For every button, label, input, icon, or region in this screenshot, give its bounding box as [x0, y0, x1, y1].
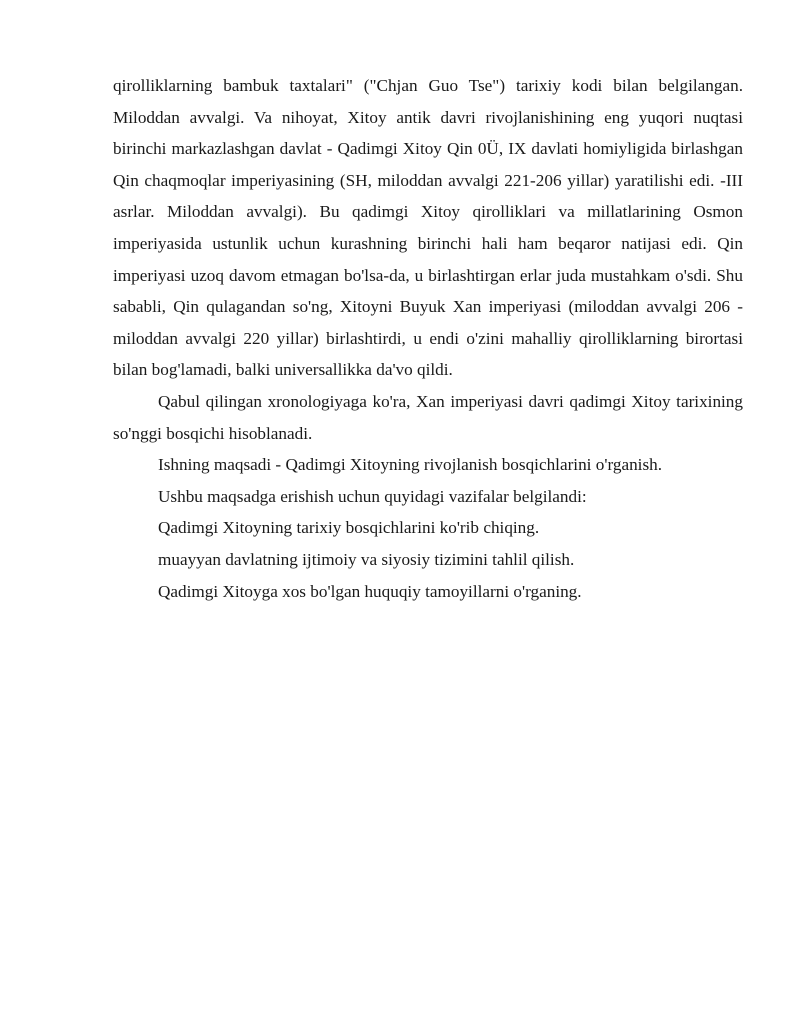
tasks-intro-line: Ushbu maqsadga erishish uchun quyidagi vazifalar belgilandi: [158, 486, 587, 506]
paragraph-continuation: qirolliklarning bambuk taxtalari" ("Chjan Guo Tse") tarixiy kodi bilan belgilangan. Miloddan avvalgi. Va nihoyat, Xitoy antik davri rivojlanishining eng yuqori nuqtasi birinchi markazlashgan davlat - Qadimgi Xitoy Qin 0Ü, IX davlati homiyligida birlashgan Qin chaqmoqlar imperiyasining (SH, miloddan avvalgi 221-206 yillar) yaratilishi edi. -III asrlar. Miloddan avvalgi). Bu qadimgi Xitoy qirolliklari va millatlarining Osmon imperiyasida ustunlik uchun kurashning birinchi hali ham beqaror natijasi edi. Qin imperiyasi uzoq davom etmagan bo'lsa-da, u birlashtirgan erlar juda mustahkam o'sdi. Shu sababli, Qin qulagandan so'ng, Xitoyni Buyuk Xan imperiyasi (miloddan avvalgi 206 - miloddan avvalgi 220 yillar) birlashtirdi, u endi o'zini mahalliy qirolliklarning birortasi bilan bog'lamadi, balki universallikka da'vo qildi. [113, 76, 743, 380]
paragraph-chronology: Qabul qilingan xronologiyaga ko'ra, Xan imperiyasi davri qadimgi Xitoy tarixining so'nggi bosqichi hisoblanadi. [113, 391, 743, 443]
document-body [113, 70, 743, 607]
task-line: muayyan davlatning ijtimoiy va siyosiy tizimini tahlil qilish. [158, 549, 575, 569]
task-line: Qadimgi Xitoyga xos bo'lgan huquqiy tamoyillarni o'rganing. [158, 581, 582, 601]
goal-line: Ishning maqsadi - Qadimgi Xitoyning rivojlanish bosqichlarini o'rganish. [158, 455, 663, 475]
task-line: Qadimgi Xitoyning tarixiy bosqichlarini ko'rib chiqing. [158, 518, 540, 538]
